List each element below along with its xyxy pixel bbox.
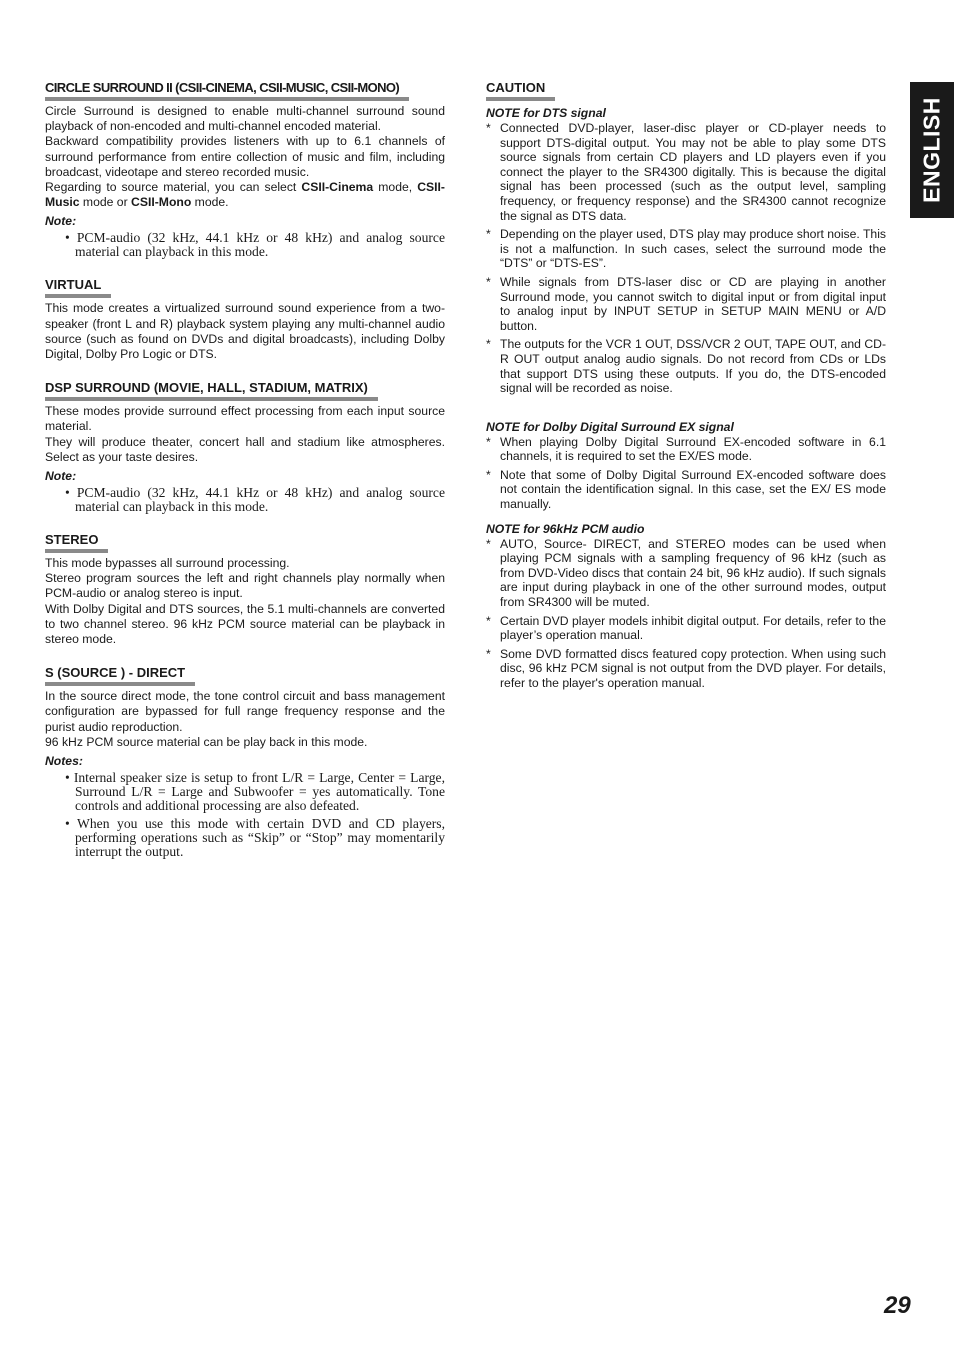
csii-mono-term: CSII-Mono bbox=[131, 195, 192, 210]
section-stereo bbox=[45, 531, 445, 647]
csii-paragraph-3 bbox=[45, 180, 445, 210]
heading-circle-surround: CIRCLE SURROUND II (CSII-CINEMA, CSII-MUSIC, CSII-MONO) bbox=[45, 80, 409, 101]
csii-note-bullet: • PCM-audio (32 kHz, 44.1 kHz or 48 kHz) and analog source material can playback in this mode. bbox=[65, 230, 445, 260]
csii-paragraph-1: Circle Surround is designed to enable multi-channel surround sound playback of non-encoded and multi-channel encoded material. bbox=[45, 104, 445, 134]
pcm96-note-text: Some DVD formatted discs featured copy protection. When using such disc, 96 kHz PCM signal is not output from the DVD player. For details, refer to the player's operation manual. bbox=[500, 646, 886, 690]
direct-notes-label: Notes: bbox=[45, 754, 83, 769]
dolby-note-item bbox=[486, 435, 886, 464]
dsp-paragraph-2: They will produce theater, concert hall and stadium like atmospheres. Select as your taste desires. bbox=[45, 434, 445, 464]
stereo-paragraph-1: This mode bypasses all surround processing. bbox=[45, 556, 290, 571]
left-column bbox=[45, 79, 445, 876]
heading-source-direct: S (SOURCE ) - DIRECT bbox=[45, 665, 195, 686]
asterisk-mark: * bbox=[486, 274, 491, 289]
heading-dsp-surround: DSP SURROUND (MOVIE, HALL, STADIUM, MATRIX) bbox=[45, 380, 378, 401]
pcm96-note-text: Certain DVD player models inhibit digital output. For details, refer to the player’s operation manual. bbox=[500, 613, 886, 643]
dts-note-text: Connected DVD-player, laser-disc player or CD-player needs to support DTS-digital output. You may not be able to play some DTS source signals from certain CD players and LD players even if you connect the player to the SR4300 digitally. This is because the digital signal has been processed (such as the output level, sampling frequency, or frequency response) and the SR4300 cannot recognize the signal as DTS data. bbox=[500, 121, 886, 223]
section-source-direct bbox=[45, 664, 445, 859]
asterisk-mark: * bbox=[486, 434, 491, 449]
dolby-note-text: Note that some of Dolby Digital Surround EX-encoded software does not contain the identification signal. In this case, set the EX/ ES mode manually. bbox=[500, 467, 886, 512]
pcm96-note-item bbox=[486, 647, 886, 691]
pcm96-note-item bbox=[486, 614, 886, 643]
dts-note-label: NOTE for DTS signal bbox=[486, 106, 606, 120]
virtual-paragraph-1: This mode creates a virtualized surround sound experience from a two-speaker (front L and R) playback system playing any multi-channel audio source (such as found on DVDs and digital broadcasts), including Dolby Digital, Dolby Pro Logic or DTS. bbox=[45, 301, 445, 362]
csii-p3-text: mode, bbox=[373, 180, 418, 195]
dts-note-item bbox=[486, 227, 886, 271]
stereo-paragraph-3: With Dolby Digital and DTS sources, the 5.1 multi-channels are converted to two channel stereo. 96 kHz PCM source material can be playback in stereo mode. bbox=[45, 601, 445, 647]
csii-p3-text: mode. bbox=[191, 195, 229, 210]
asterisk-mark: * bbox=[486, 337, 491, 352]
pcm96-note-label: NOTE for 96kHz PCM audio bbox=[486, 521, 645, 536]
dts-note-text: Depending on the player used, DTS play may produce short noise. This is not a malfunction. In such cases, select the surround mode the “DTS” or “DTS-ES”. bbox=[500, 227, 886, 271]
stereo-paragraph-2: Stereo program sources the left and right channels play normally when PCM-audio or analog stereo is input. bbox=[45, 571, 445, 601]
csii-p3-text: mode or bbox=[79, 195, 132, 210]
dsp-note-bullet: • PCM-audio (32 kHz, 44.1 kHz or 48 kHz) and analog source material can playback in this mode. bbox=[65, 485, 445, 515]
csii-paragraph-2: Backward compatibility provides listeners with up to 6.1 channels of surround performance from entire collection of music and film, including broadcast, videotape and stereo recorded music. bbox=[45, 134, 445, 179]
dts-note-item bbox=[486, 275, 886, 333]
asterisk-mark: * bbox=[486, 121, 491, 135]
direct-paragraph-1: In the source direct mode, the tone control circuit and bass management configuration are bypassed for full range frequency response and the purist audio reproduction. bbox=[45, 689, 445, 734]
pcm96-note-text: AUTO, Source- DIRECT, and STEREO modes can be used when playing PCM signals with a sampling frequency of 96 kHz (such as from DVD-Video discs that contain 24 bit, 96 kHz audio). If such signals are input during playback in one of the other surround modes, output from SR4300 will be muted. bbox=[500, 536, 886, 610]
dts-note-item bbox=[486, 121, 886, 223]
dsp-paragraph-1: These modes provide surround effect processing from each input source material. bbox=[45, 404, 445, 434]
section-virtual bbox=[45, 276, 445, 362]
section-circle-surround bbox=[45, 79, 445, 259]
dolby-note-item bbox=[486, 468, 886, 512]
csii-cinema-term: CSII-Cinema bbox=[301, 180, 374, 195]
language-tab-label: ENGLISH bbox=[918, 97, 945, 203]
csii-note-label: Note: bbox=[45, 214, 77, 229]
csii-music-term: CSII-Music bbox=[45, 180, 445, 210]
heading-virtual: VIRTUAL bbox=[45, 277, 111, 298]
asterisk-mark: * bbox=[486, 536, 491, 551]
heading-stereo: STEREO bbox=[45, 532, 108, 553]
asterisk-mark: * bbox=[486, 613, 491, 628]
dsp-note-label: Note: bbox=[45, 469, 77, 484]
pcm96-note-item bbox=[486, 537, 886, 610]
heading-caution: CAUTION bbox=[486, 80, 555, 101]
language-tab bbox=[910, 82, 954, 218]
section-dsp-surround bbox=[45, 379, 445, 514]
right-column bbox=[486, 79, 886, 695]
direct-paragraph-2: 96 kHz PCM source material can be play back in this mode. bbox=[45, 734, 368, 749]
dts-note-text: The outputs for the VCR 1 OUT, DSS/VCR 2 OUT, TAPE OUT, and CD-R OUT output analog audio signals. Do not record from CDs or LDs that support DTS using these outputs. If you do, the DTS-encoded signal will be recorded as noise. bbox=[500, 337, 886, 396]
direct-note-bullet-1: • Internal speaker size is setup to front L/R = Large, Center = Large, Surround L/R = Large and Subwoofer = yes automatically. Tone controls and additional processing are also defeated. bbox=[65, 770, 445, 814]
page-number: 29 bbox=[884, 1292, 911, 1319]
asterisk-mark: * bbox=[486, 227, 491, 242]
direct-note-bullet-2: • When you use this mode with certain DVD and CD players, performing operations such as “Skip” or “Stop” may momentarily interrupt the output. bbox=[65, 816, 445, 860]
csii-p3-text: Regarding to source material, you can select bbox=[45, 180, 302, 195]
dolby-note-label: NOTE for Dolby Digital Surround EX signal bbox=[486, 419, 734, 434]
asterisk-mark: * bbox=[486, 646, 491, 661]
dts-note-item bbox=[486, 337, 886, 395]
dolby-note-text: When playing Dolby Digital Surround EX-encoded software in 6.1 channels, it is required to set the EX/ES mode. bbox=[500, 434, 886, 464]
asterisk-mark: * bbox=[486, 467, 491, 482]
dts-note-text: While signals from DTS-laser disc or CD are playing in another Surround mode, you cannot switch to digital input or from digital input to analog input by INPUT SETUP in SETUP MAIN MENU or A/D button. bbox=[500, 274, 886, 333]
